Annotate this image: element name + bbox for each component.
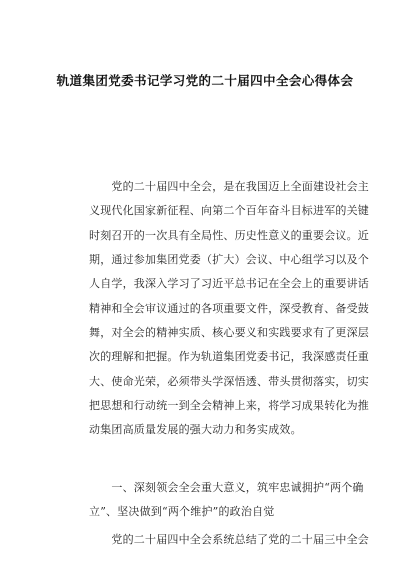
document-title: 轨道集团党委书记学习党的二十届四中全会心得体会 xyxy=(56,73,354,88)
heading-line: 立”、坚决做到“两个维护”的政治自觉 xyxy=(89,505,275,519)
paragraph-line: 党的二十届四中全会，是在我国迈上全面建设社会主 xyxy=(89,180,369,193)
paragraph-line: 党的二十届四中全会系统总结了党的二十届三中全会 xyxy=(89,533,369,546)
paragraph-2 xyxy=(89,528,369,552)
paragraph-line: 动集团高质量发展的强大动力和务实成效。 xyxy=(89,423,302,437)
paragraph-1 xyxy=(89,175,369,443)
paragraph-line: 时刻召开的一次具有全局性、历史性意义的重要会议。近 xyxy=(89,228,369,242)
paragraph-line: 人自学，我深入学习了习近平总书记在全会上的重要讲话 xyxy=(89,277,369,291)
paragraph-line: 次的理解和把握。作为轨道集团党委书记，我深感责任重 xyxy=(89,350,369,364)
paragraph-line: 把思想和行动统一到全会精神上来，将学习成果转化为推 xyxy=(89,399,369,413)
section-heading-1 xyxy=(89,476,364,525)
paragraph-line: 大、使命光荣，必须带头学深悟透、带头贯彻落实，切实 xyxy=(89,374,369,388)
paragraph-line: 精神和全会审议通过的各项重要文件，深受教育、备受鼓 xyxy=(89,301,369,315)
heading-line: 一、深刻领会全会重大意义，筑牢忠诚拥护“两个确 xyxy=(89,481,364,494)
paragraph-line: 期，通过参加集团党委（扩大）会议、中心组学习以及个 xyxy=(89,253,369,267)
paragraph-line: 舞，对全会的精神实质、核心要义和实践要求有了更深层 xyxy=(89,326,369,340)
paragraph-line: 义现代化国家新征程、向第二个百年奋斗目标进军的关键 xyxy=(89,204,369,218)
